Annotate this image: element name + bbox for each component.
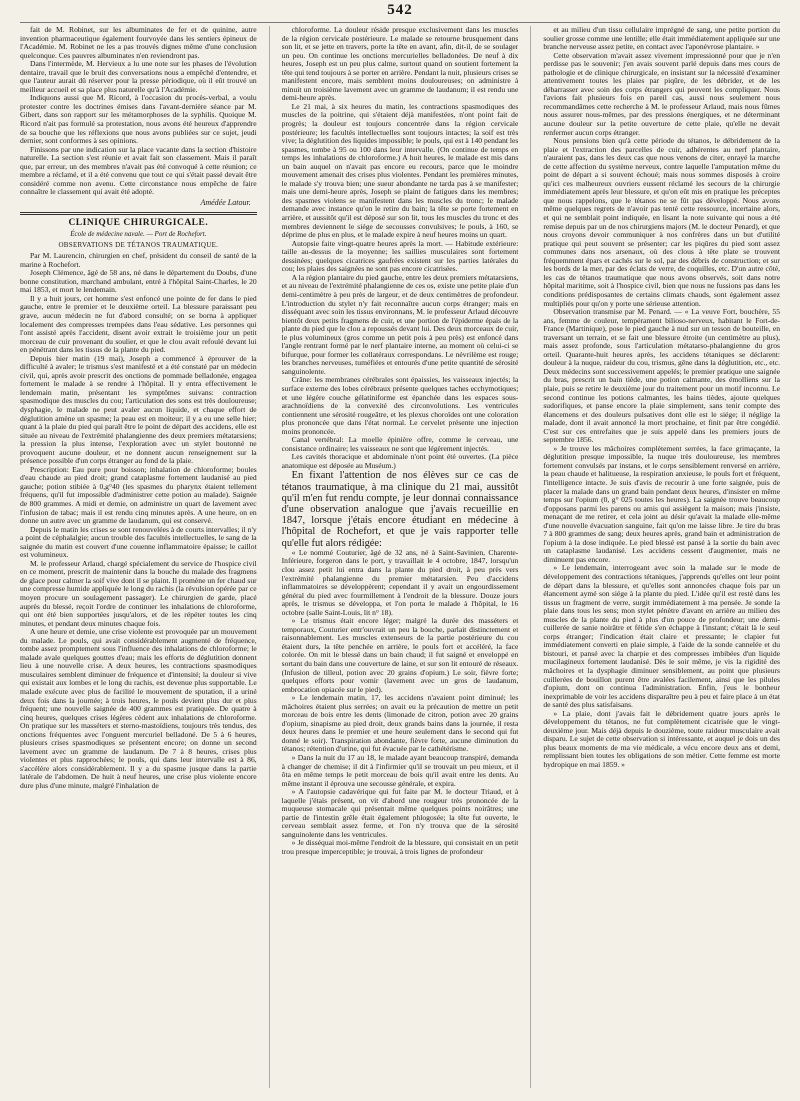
paragraph: Depuis le matin les crises se sont renouvelées à de courts intervalles; il n'y a point de céphalalgie; aucun trouble des facultés intellectuelles, le sang de la saignée du matin est couvert d'une couenne inflammatoire épaisse; le caillot est volumineux. <box>20 524 257 560</box>
paragraph: et au milieu d'un tissu cellulaire imprégné de sang, une petite portion du soulier grosse comme une lentille; elle était immédiatement appliquée sur une branche nerveuse assez petite, en contact avec l'aponévrose plantaire. » <box>543 26 780 52</box>
column-separator <box>530 26 531 1088</box>
paragraph: Canal vertébral: La moelle épinière offre, comme le cerveau, une consistance ordinaire; les vaisseaux ne sont que légèrement injectés. <box>281 435 519 453</box>
paragraph: Par M. Laurencin, chirurgien en chef, président du conseil de santé de la marine à Rochefort. <box>20 251 257 269</box>
paragraph: Prescription: Eau pure pour boisson; inhalation de chloroforme; boules d'eau chaude au pied droit; grand cataplasme fortement laudanisé au pied gauche; potion stibiée à 0,g°40 (les spasmes du pharynx étaient tellement fréquens, qu'il fut impossible d'administrer cette potion au malade). Saignée de 800 grammes. A midi et demie, on administre un quart de lavement avec l'infusion de tabac; mais il est rendu cinq minutes après. A une heure, on en donne un autre avec un gramme de laudanum, qui est conservé. <box>20 464 257 526</box>
paragraph: fait de M. Robinet, sur les albuminates de fer et de quinine, autre invention pharmaceutique également fourvoyée dans les sentiers épineux de l'Académie. M. Robinet ne les a pas trouvés dignes même d'une conclusion quelconque. Ces pauvres albuminates n'en reviendront pas. <box>20 26 257 60</box>
paragraph: Les cavités thoracique et abdominale n'ont point été ouvertes. (La pièce anatomique est déposée au Muséum.) <box>281 452 519 470</box>
section-divider <box>20 212 257 215</box>
paragraph: Observation transmise par M. Penard. — « La veuve Fort, bouchère, 55 ans, femme de couleur, tempérament bilioso-nerveux, habitant le Fort-de-France (Martinique), pose le pied gauche à nud sur un tesson de bouteille, en traversant un terrain, et se fait une blessure étroite (un centimètre au plus), mais assez profonde, sous l'articulation métatarso-phalangienne du gros orteil. Quarante-huit heures après, les accidens tétaniques se déclarent: douleur à la nuque, raideur du cou, trismus, gêne dans la déglutition, etc., etc. Deux médecins sont successivement appelés; le premier pratique une saignée du bras, prescrit un bain tiède, une potion calmante, des émolliens sur la plaie, puis se retire le deuxième jour du traitement pour un motif inconnu. Le second continue les potions calmantes, les bains tièdes, ajoute quelques sudorifiques, et panse encore la plaie simplement, sans tenir compte des élancemens et des douleurs pulsatives dont elle est le siége; il néglige la malade, dont il avait annoncé la mort prochaine, et finit par être congédié. C'est sur ces entrefaites que je suis appelé dans les premiers jours de septembre 1856. <box>543 307 780 445</box>
paragraph: Depuis hier matin (19 mai), Joseph a commencé à éprouver de la difficulté à avaler; le trismus s'est manifesté et a été constaté par un médecin civil, qui, après avoir prescrit des onctions de pommade belladonée, engagea fortement le malade à se rendre à l'hôpital. Il y entra effectivement le lendemain matin, présentant les symptômes suivans: contraction spasmodique des muscles du cou; l'articulation des sons est très douloureuse; dysphagie, le malade ne peut avaler aucun liquide, et chaque effort de déglutition amène un spasme; la peau est en moiteur; il y a eu une selle hier; quant à la plaie du pied qui paraît être le point de départ des accidens, elle est située au niveau de l'extrémité phalangienne des deux premiers métatarsiens; la pression la plus intense, l'exploration avec un stylet boutonné ne provoquent aucune douleur, et ne donnent aucun renseignement sur la présence possible d'un corps étranger au fond de la plaie. <box>20 353 257 466</box>
paragraph: » Dans la nuit du 17 au 18, le malade ayant beaucoup transpiré, demanda à changer de chemise; il dit à l'infirmier qu'il se trouvait un peu mieux, et il ôta en même temps le petit morceau de bois qu'il avait entre les dents. Au même instant il éprouva une secousse générale, et expira. <box>281 752 519 788</box>
column-2 <box>282 26 519 1088</box>
paragraph: « Le nommé Couturier, âgé de 32 ans, né à Saint-Savinien, Charente-Inférieure, forgeron dans le port, y travaillait le 4 octobre, 1847, lorsqu'un clou assez petit lui entra dans la plante du pied droit, à peu près vers l'extrémité phalangienne du premier métatarsien. Peu d'accidens inflammatoires se développèrent; cependant il y avait un engourdissement général du pied avec fourmillement à l'endroit de la blessure. Douze jours après, le trismus se développa, et l'on porta le malade à l'hôpital, le 16 octobre (salle Saint-Louis, lit n° 18). <box>281 547 519 617</box>
signature: Amédée Latour. <box>200 197 251 207</box>
paragraph: Indiquons aussi que M. Ricord, à l'occasion du procès-verbal, a voulu protester contre les doctrines émises dans l'avant-dernière séance par M. Gibert, dans son rapport sur les métamorphoses de la syphilis. Quoique M. Ricord n'ait pas formulé sa protestation, nous avons été heureux d'apprendre de sa bouche que les réflexions que nous avons publiées sur ce sujet, jeudi dernier, sont conformes à ses opinions. <box>20 93 257 146</box>
paragraph: Le 21 mai, à six heures du matin, les contractions spasmodiques des muscles de la poitrine, qui s'étaient déjà manifestées, n'ont point fait de progrès; la douleur est toujours concentrée dans la région cervicale postérieure; les facultés intellectuelles sont toujours intactes; la soif est très vive; la déglutition des liquides impossible; le pouls, qui est à 140 pendant les spasmes, tombe à 95 ou 100 dans leur intervalle. (On continue de temps en temps les inhalations de chloroforme.) A huit heures, le malade est mis dans un bain auquel on n'avait pas encore eu recours, parce que le moindre mouvement amenait des crises plus violentes. Pendant les premières minutes, le malade s'y trouva bien; une sueur abondante ne tarda pas à se manifester; mais une demi-heure après, Joseph se plaint de fatigues dans les membres; des spasmes violens se manifestent dans les muscles du tronc; le malade demande avec instance qu'on le retire du bain; la tête se porte fortement en arrière, et aussitôt qu'il est déposé sur son lit, tous les muscles du tronc et des membres deviennent le siége de secousses convulsives; le pouls, à 160, se déprime de plus en plus, et le malade expire à neuf heures moins un quart. <box>281 101 519 240</box>
paragraph: A une heure et demie, une crise violente est provoquée par un mouvement du malade. Le pouls, qui avait considérablement augmenté de fréquence, tombe assez promptement sous l'influence des inhalations de chloroforme; le malade avale quelques gouttes d'eau; mais les efforts de déglutition donnent lieu à une nouvelle crise. A deux heures, les contractions spasmodiques musculaires semblent diminuer de fréquence et d'intensité; la douleur si vive qui existait aux lombes et le long du rachis, est devenue plus supportable. Le malade exécute avec plus de facilité le mouvement de sputation, il a uriné deux fois dans la journée; à trois heures, le pouls devient plus dur et plus fréquent; une nouvelle saignée de 400 grammes est pratiquée. De quatre à cinq heures, quelques crises légères cèdent aux inhalations de chloroforme. On pratique sur les masséters et sterno-mastoïdiens, toujours très tendus, des onctions fréquentes avec l'onguent mercuriel belladoné. De 5 à 6 heures, plusieurs crises spasmodiques se présentent encore; on donne un second lavement avec un gramme de laudanum. De 7 à 8 heures, crises plus violentes et plus rapprochées; le pouls, qui dans leur intervalle est à 86, s'accélère alors considérablement. Il y a du spasme jusque dans la partie latérale de l'abdomen. De huit à neuf heures, une crise plus violente encore dure plus d'une minute, malgré l'inhalation de <box>20 627 257 791</box>
paragraph: Autopsie faite vingt-quatre heures après la mort. — Habitude extérieure: taille au-dessus de la moyenne; les saillies musculaires sont fortement dessinées; quelques cicatrices gaufrées existent sur les parties latérales du cou; les plaies des saignées ne sont pas encore cicatrisées. <box>281 238 519 274</box>
paragraph: » Le lendemain matin, 17, les accidens n'avaient point diminué; les mâchoires étaient plus serrées; on avait eu la précaution de mettre un petit morceau de bois entre les dents (limonade de citron, potion avec 20 grains d'opium, sinapisme au pied droit, deux grands bains dans la journée, il resta deux heures dans le premier et une heure seulement dans le second qui fut donné le soir). Transpiration abondante, fièvre forte, aucune diminution du tétanos; rétention d'urine, qui fut évacuée par le cathétérisme. <box>281 693 519 754</box>
paragraph: chloroforme. La douleur réside presque exclusivement dans les muscles de la région cervicale postérieure. Le malade se retourne brusquement dans son lit, et se jette en travers, porte la tête en avant, afin, dit-il, de se soulager un peu. On continue les onctions mercurielles belladonées. De neuf à dix heures, Joseph est un peu plus calme, surtout quand on soutient fortement la tête qui tend toujours à se porter en arrière. Pendant la nuit, plusieurs crises se manifestent encore, mais semblent moins douloureuses; on administre à minuit un troisième lavement avec un gramme de laudanum; il est rendu une demi-heure après. <box>281 26 519 103</box>
paragraph: Joseph Clémence, âgé de 58 ans, né dans le département du Doubs, d'une bonne constitution, marchand ambulant, entré à l'hôpital Saint-Charles, le 20 mai 1853, et mort le lendemain. <box>20 268 257 295</box>
paragraph: » Je trouve les mâchoires complètement serrées, la face grimaçante, la déglutition presque impossible, la nuque très douloureuse, les membres fortement convulsés par instans, et le corps sensiblement renversé en arrière, la peau chaude et halitueuse, la respiration anxieuse, le pouls fort et fréquent, l'intelligence intacte. Je suis d'avis de recourir à une forte saignée, puis de placer la malade dans un grand bain pendant deux heures, d'insister en même temps sur l'opium (0, g° 025 toutes les heures). La saignée trouve beaucoup d'opposans parmi les parens ou amis qui assiègent la maison; mais j'insiste, menaçant de me retirer, et cela joint au désir qu'avait la malade elle-même d'une nouvelle évacuation sanguine, fait qu'on me laisse libre. Je tire du bras 7 à 800 grammes de sang; deux heures après, grand bain et administration de l'opium à la dose indiquée. Le pied blessé est pansé à la sortie du bain avec un cataplasme laudanisé. Les accidens cessent d'augmenter, mais ne diminuent pas encore. <box>543 443 780 564</box>
paragraph: » A l'autopsie cadavérique qui fut faite par M. le docteur Triaud, et à laquelle j'étais présent, on vit d'abord une rougeur très prononcée de la muqueuse stomacale qui présentait même quelques points noirâtres; une partie de l'intestin grêle était également phlogosée; la tête fut ouverte, le cerveau semblait assez ferme, et l'on n'y trouva que de la sérosité sanguinolente dans les ventricules. <box>281 787 519 839</box>
section-subtitle: École de médecine navale. — Port de Rochefort. <box>70 230 207 239</box>
columns <box>20 26 780 1088</box>
column-separator <box>269 26 270 1088</box>
col1-article <box>20 252 257 790</box>
paragraph: » Le lendemain, interrogeant avec soin la malade sur le mode de développement des contractions tétaniques, j'apprends qu'elles ont leur point de départ dans la blessure, et qu'elles sont annoncées chaque fois par un élancement aymé son siége à la plante du pied. L'idée qu'il est resté dans les tissus un fragment de verre, surgit immédiatement à ma pensée. Je sonde la plaie dans tous les sens; mon stylet pénètre d'avant en arrière au milieu des muscles de la plante du pied à plus d'un pouce de profondeur; une demi-cuillerée de sanie noirâtre et fétide s'en échappe à l'instant; c'était là le seul corps étranger; l'indication était claire et pressante; le clapier fut immédiatement converti en plaie simple, à l'aide de la sonde cannelée et du bistouri, et pansé avec la charpie et des compresses imbibées d'un liquide mucilagineux fortement laudanisé. Dès le soir même, je vis la rigidité des mâchoires et la dysphagie diminuer sensiblement, au point que plusieurs cuillerées de bouillon purent être avalées facilement, ainsi que les pilules d'opium, dont on continua l'administration. Enfin, j'eus le bonheur inexprimable de voir les accidens disparaître peu à peu et faire place à un état de santé des plus satisfaisans. <box>543 563 780 710</box>
page-number: 542 <box>387 2 413 18</box>
paragraph: A la région plantaire du pied gauche, entre les deux premiers métatarsiens, et au niveau de l'extrémité phalangienne de ces os, existe une petite plaie d'un demi-centimètre à peu près de largeur, et de deux centimètres de profondeur. L'introduction du stylet n'y fait reconnaître aucun corps étranger; mais en disséquant avec soin les tissus environnans, M. le professeur Arlaud découvre bientôt deux petits fragmens de cuir, et une portion de l'épiderme épais de la plante du pied que le clou a repoussés devant lui. Des deux morceaux de cuir, le plus volumineux (gros comme un petit pois à peu près) est enfoncé dans l'angle rentrant formé par le nerf plantaire interne, au moment où celui-ci se bifurque, pour former les collatéraux correspondans. Le névrilème est rouge; les branches nerveuses, tuméfiées et entourés d'une petite quantité de sérosité sanguinolente. <box>281 272 519 376</box>
paragraph: Finissons par une indication sur la place vacante dans la section d'histoire naturelle. La section s'est réunie et avait fait son classement. Mais il paraît que, par erreur, un des membres n'avait pas été convoqué à cette réunion; ce membre a réclamé, et il a été convenu que tout ce qui s'était passé devait être considéré comme non avenu. Cette circonstance nous empêche de faire connaître le classement qui avait été adopté. <box>20 144 257 197</box>
top-rule <box>20 22 780 23</box>
large-paragraph: En fixant l'attention de nos élèves sur ce cas de tétanos traumatique, à ma clinique du 21 mai, aussitôt qu'il m'en fut rendu compte, je leur donnai connaissance d'une observation analogue que j'avais recueillie en 1847, lorsque j'étais encore étudiant en médecine à l'hôpital de Rochefort, et que je vais rapporter telle qu'elle fut alors rédigée: <box>281 470 519 549</box>
paragraph: Dans l'intermède, M. Hervieux a lu une note sur les phases de l'évolution dentaire, travail que le bruit des conversations nous a empêché d'entendre, et que l'auteur aurait dû réserver pour la presse périodique, où il eût trouvé un meilleur accueil et sa place plus naturelle qu'à l'Académie. <box>20 59 257 94</box>
paragraph: Nous pensions bien qu'à cette période du tétanos, le débridement de la plaie et l'extraction des parcelles de cuir, adhérentes au nerf plantaire, n'auraient pas, dans les deux cas que nous venons de citer, enrayé la marche de cette affection du système nerveux, contre laquelle l'amputation même du point de départ a si souvent échoué; mais nous sommes disposés à croire qu'ici ces malheureux ouvriers eussent réclamé les secours de la chirurgie immédiatement après leur blessure, et qu'on eût mis en pratique les préceptes que nous rappelons, que le tétanos ne se fût pas développé. Nous avons même quelques regrets de n'avoir pas tenté cette ressource, incertaine alors, et qui ne semblait point indiquée, en lisant la note suivante qui nous a été remise depuis par un de nos chirurgiens majors (M. le docteur Penard), et que nous croyons devoir communiquer à nos confrères dans un but d'utilité pratique qui peut souvent se présenter; car les piqûres du pied sont assez communes dans nos arsenaux, où des clous à tête plate se trouvent fréquemment épars et cachés sur le sol, par des débris de construction; et sur les bords de la mer, par des éclats de verre, de coquilles, etc. D'un autre côté, les cas de tétanos traumatique que nous avons observés, soit dans notre hôpital maritime, soit à l'hospice civil, bien que nous ne fussions pas dans les conditions prédisposantes de certains climats chauds, sont également assez multipliés pour qu'on y porte une sérieuse attention. <box>543 136 780 308</box>
paragraph: Il y a huit jours, cet homme s'est enfoncé une pointe de fer dans le pied gauche, entre le premier et le deuxième orteil. La blessure paraissant peu grave, aucun médecin ne fut d'abord consulté; on se borna à appliquer localement des compresses trempées dans l'eau sédative. Les personnes qui l'ont assisté après l'accident, disent avoir extrait le troisième jour un petit morceau de cuir provenant du soulier, et que le clou avait refoulé devant lui en pénétrant dans les tissus de la plante du pied. <box>20 293 257 355</box>
column-3 <box>543 26 780 1088</box>
article-heading: OBSERVATIONS DE TÉTANOS TRAUMATIQUE. <box>58 240 219 249</box>
paragraph: M. le professeur Arlaud, chargé spécialement du service de l'hospice civil en ce moment, prescrit de maintenir dans la bouche du malade des fragmens de glace pour calmer la soif vive dont il se plaint. Il promène un fer chaud sur une compresse humide appliquée le long du rachis (la révulsion opérée par ce moyen procure un soulagement passager). Le chirurgien de garde, placé auprès du blessé, reçoit l'ordre de continuer les inhalations de chloroforme, qui ont été bien supportées jusqu'alors, et de les répéter toutes les cinq minutes, et pendant deux minutes chaque fois. <box>20 558 257 628</box>
paragraph: Cette observation m'avait assez vivement impressionné pour que je n'en perdisse pas le souvenir; j'en avais souvent parlé depuis dans mes cours de pathologie et de clinique chirurgicale, en insistant sur la nécessité d'examiner attentivement toutes les plaies par piqûre, de les débrider, et de les débarrasser avec soin des corps étrangers qui peuvent les compliquer. Nous l'avions fait plusieurs fois en pareil cas, aussi nous seulement nous recommandâmes cette recherche à M. le professeur Arlaud, mais nous fûmes nous assurer nous-mêmes, par des pressions énergiques, et ne déterminant aucune douleur sur la petite ouverture de cette plaie, qu'elle ne devait renfermer aucun corps étranger. <box>543 50 780 137</box>
paragraph: » Le trismus était encore léger; malgré la durée des masséters et temporaux, Couturier entr'ouvrait un peu la bouche, parlait distinctement et raisonnablement. Les muscles extenseurs de la partie postérieure du cou étaient durs, la tête penchée en arrière, le pouls fort et accéléré, la face colorée. On mit le blessé dans un bain chaud; il fut saigné et enveloppé en sortant du bain dans une couverture de laine, et sur son lit entouré de réseaux. (Infusion de tilleul, potion avec 20 grains d'opium.) Le soir, fièvre forte; quelques efforts pour vomir (lavement avec un gros de laudanum, embrocation opiacée sur le pied). <box>281 616 519 694</box>
paragraph: » La plaie, dont j'avais fait le débridement quatre jours après le développement du tétanos, ne fut complètement cicatrisée que le vingt-deuxième jour. Mais déjà depuis le douzième, toute raideur musculaire avait disparu. Le sujet de cette observation si intéressante, et auquel je dois un des plus beaux moments de ma vie médicale, a vécu encore deux ans et demi, remplissant bien toutes les obligations de son métier. Cette femme est morte hydropique en mai 1859. » <box>543 708 780 770</box>
section-title: CLINIQUE CHIRURGICALE. <box>68 218 209 229</box>
column-1 <box>20 26 257 1088</box>
paragraph: » Je disséquai moi-même l'endroit de la blessure, qui consistait en un petit trou presque imperceptible; je trouvai, à trois lignes de profondeur <box>281 838 519 856</box>
col1-intro <box>20 26 257 197</box>
paragraph: Crâne: les membranes cérébrales sont épaissies, les vaisseaux injectés; la surface externe des lobes cérébraux présente quelques taches ecchymotiques; et une légère couche gélatiniforme est épanchée dans les espaces sous-arachnoïdiens de la convexité des circonvolutions. Les ventricules contiennent une sérosité rougeâtre, et les plexus choroïdes ont une coloration plus prononcée que dans l'état normal. Le cervelet présente une injection moins prononcée. <box>281 375 519 436</box>
